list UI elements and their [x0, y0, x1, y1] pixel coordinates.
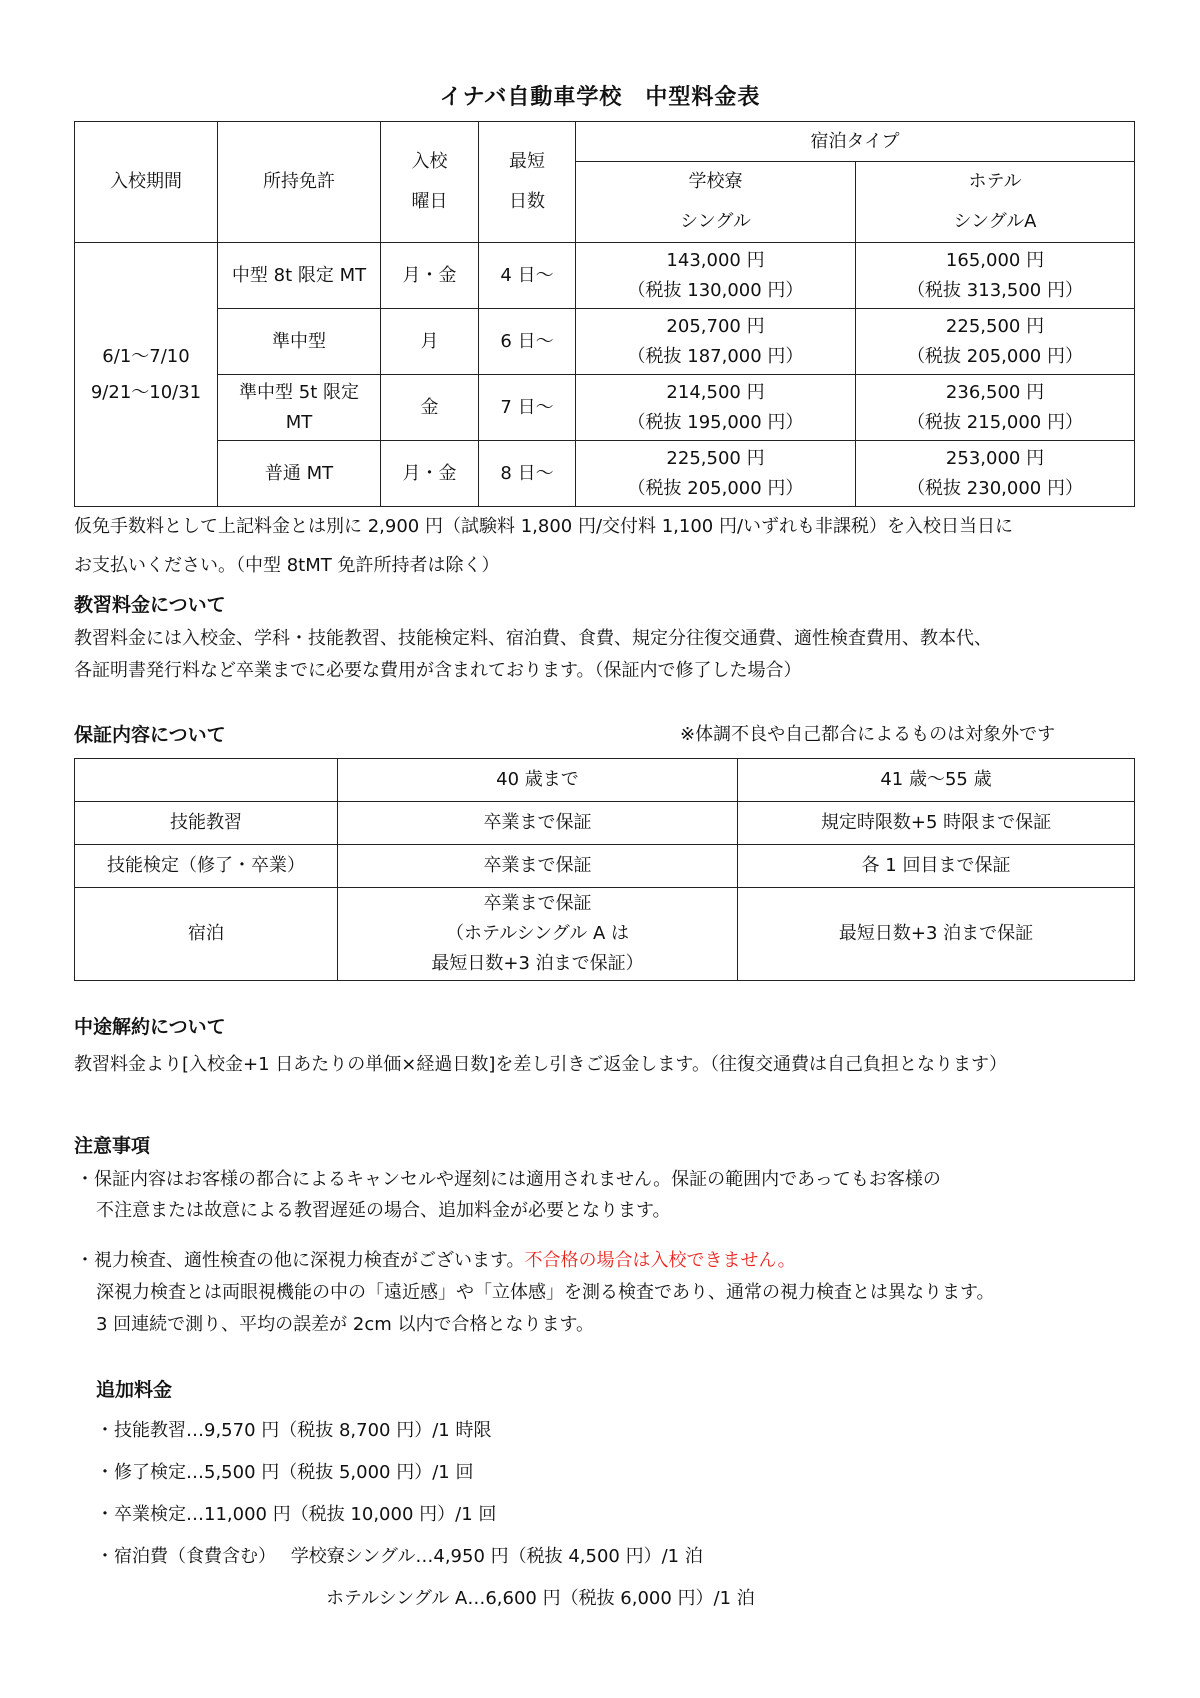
guarantee-heading: 保証内容について [74, 724, 226, 746]
table-row [75, 845, 1135, 888]
guarantee-over40: 規定時限数+5 時限まで保証 [738, 802, 1135, 845]
note-2-warning: 不合格の場合は入校できません。 [524, 1250, 796, 1271]
guarantee-label: 宿泊 [75, 888, 338, 981]
dorm-price-cell [576, 309, 856, 375]
table-row [75, 441, 1135, 507]
hotel-price-cell [856, 309, 1135, 375]
header-age-41-55: 41 歳～55 歳 [738, 759, 1135, 802]
page-title: イナバ自動車学校 中型料金表 [439, 85, 761, 110]
header-hotel-line2: シングルA [953, 211, 1037, 232]
table-row [75, 802, 1135, 845]
entry-day-cell: 金 [381, 375, 479, 441]
tuition-line2: 各証明書発行料など卒業までに必要な費用が含まれております。（保証内で修了した場合） [74, 660, 802, 681]
header-dorm-line1: 学校寮 [688, 171, 743, 192]
license-cell: 普通 MT [218, 441, 381, 507]
dorm-price: 143,000 円 [666, 249, 765, 271]
hotel-price-cell [856, 441, 1135, 507]
table-row [75, 309, 1135, 375]
guarantee-label: 技能検定（修了・卒業） [75, 845, 338, 888]
provisional-fee-line1: 仮免手数料として上記料金とは別に 2,900 円（試験料 1,800 円/交付料 1,100 円/いずれも非課税）を入校日当日に [74, 516, 1014, 537]
license-cell: 準中型 [218, 309, 381, 375]
header-entry-day-line1: 入校 [411, 151, 448, 172]
dorm-price: 225,500 円 [666, 447, 765, 469]
guarantee-over40: 最短日数+3 泊まで保証 [738, 888, 1135, 981]
guarantee-exclusion-note: ※体調不良や自己都合によるものは対象外です [680, 724, 1056, 745]
price-header-row [75, 122, 1135, 162]
dorm-price: 205,700 円 [666, 315, 765, 337]
note-1-line1: ・保証内容はお客様の都合によるキャンセルや遅刻には適用されません。保証の範囲内であってもお客様の [76, 1169, 941, 1190]
min-days-cell: 7 日～ [479, 375, 576, 441]
guarantee-header-row [75, 759, 1135, 802]
dorm-price-excl-tax: （税抜 130,000 円） [627, 279, 804, 301]
extra-fee-item: ・修了検定…5,500 円（税抜 5,000 円）/1 回 [96, 1462, 474, 1483]
provisional-fee-line2: お支払いください。（中型 8tMT 免許所持者は除く） [74, 555, 500, 576]
hotel-price-excl-tax: （税抜 313,500 円） [907, 279, 1083, 301]
guarantee-under40 [338, 888, 738, 981]
table-row [75, 243, 1135, 309]
header-hotel [856, 162, 1135, 243]
header-min-days [479, 122, 576, 243]
guarantee-over40: 各 1 回目まで保証 [738, 845, 1135, 888]
hotel-price: 253,000 円 [945, 447, 1045, 469]
hotel-price-cell [856, 375, 1135, 441]
license-line2: MT [285, 411, 313, 433]
guarantee-under40: 卒業まで保証 [338, 802, 738, 845]
dorm-price-cell [576, 243, 856, 309]
license-line1: 準中型 5t 限定 [239, 381, 359, 403]
extra-fees-heading: 追加料金 [96, 1379, 173, 1401]
period-line2: 9/21～10/31 [90, 381, 202, 403]
lodging-under40-line3: 最短日数+3 泊まで保証） [431, 953, 644, 974]
price-table [74, 121, 1135, 507]
header-period: 入校期間 [75, 122, 218, 243]
header-license: 所持免許 [218, 122, 381, 243]
table-row [75, 888, 1135, 981]
extra-fee-item: ・卒業検定…11,000 円（税抜 10,000 円）/1 回 [96, 1504, 497, 1525]
note-2-line1 [76, 1246, 796, 1276]
header-dorm-line2: シングル [680, 211, 751, 232]
extra-fee-item: ・宿泊費（食費含む） 学校寮シングル…4,950 円（税抜 4,500 円）/1 泊 [96, 1546, 703, 1567]
header-lodging-type: 宿泊タイプ [576, 122, 1135, 162]
note-1-line2: 不注意または故意による教習遅延の場合、追加料金が必要となります。 [96, 1200, 671, 1221]
hotel-price-excl-tax: （税抜 230,000 円） [907, 477, 1083, 499]
dorm-price-excl-tax: （税抜 195,000 円） [627, 411, 804, 433]
header-age-40: 40 歳まで [338, 759, 738, 802]
dorm-price-cell [576, 441, 856, 507]
header-entry-day [381, 122, 479, 243]
extra-fee-hotel: ホテルシングル A…6,600 円（税抜 6,000 円）/1 泊 [326, 1588, 755, 1609]
guarantee-table [74, 758, 1135, 981]
guarantee-under40: 卒業まで保証 [338, 845, 738, 888]
hotel-price: 225,500 円 [945, 315, 1045, 337]
guarantee-label: 技能教習 [75, 802, 338, 845]
note-2-line2: 深視力検査とは両眼視機能の中の「遠近感」や「立体感」を測る検査であり、通常の視力検査とは異なります。 [96, 1282, 995, 1303]
lodging-under40-line1: 卒業まで保証 [483, 893, 592, 914]
entry-day-cell: 月・金 [381, 441, 479, 507]
header-entry-day-line2: 曜日 [411, 191, 448, 212]
license-cell: 中型 8t 限定 MT [218, 243, 381, 309]
cancellation-heading: 中途解約について [74, 1016, 226, 1038]
hotel-price: 236,500 円 [945, 381, 1045, 403]
extra-fee-item: ・技能教習…9,570 円（税抜 8,700 円）/1 時限 [96, 1420, 492, 1441]
entry-day-cell: 月 [381, 309, 479, 375]
dorm-price-excl-tax: （税抜 205,000 円） [627, 477, 804, 499]
note-2-text: ・視力検査、適性検査の他に深視力検査がございます。 [76, 1250, 525, 1271]
license-cell [218, 375, 381, 441]
min-days-cell: 6 日～ [479, 309, 576, 375]
dorm-price: 214,500 円 [666, 381, 765, 403]
hotel-price-excl-tax: （税抜 215,000 円） [907, 411, 1083, 433]
lodging-under40-line2: （ホテルシングル A は [445, 923, 630, 944]
min-days-cell: 8 日～ [479, 441, 576, 507]
table-row [75, 375, 1135, 441]
entry-day-cell: 月・金 [381, 243, 479, 309]
header-min-days-line2: 日数 [509, 191, 545, 212]
period-cell [75, 243, 218, 507]
dorm-price-cell [576, 375, 856, 441]
min-days-cell: 4 日～ [479, 243, 576, 309]
hotel-price-cell [856, 243, 1135, 309]
header-dorm [576, 162, 856, 243]
notes-heading: 注意事項 [74, 1135, 151, 1157]
header-hotel-line1: ホテル [968, 171, 1022, 192]
tuition-line1: 教習料金には入校金、学科・技能教習、技能検定料、宿泊費、食費、規定分往復交通費、適性検査費用、教本代、 [74, 628, 992, 649]
cancellation-text: 教習料金より[入校金+1 日あたりの単価×経過日数]を差し引きご返金します。（往復交通費は自己負担となります） [74, 1054, 1007, 1075]
dorm-price-excl-tax: （税抜 187,000 円） [627, 345, 804, 367]
tuition-heading: 教習料金について [74, 594, 226, 616]
note-2-line3: 3 回連続で測り、平均の誤差が 2cm 以内で合格となります。 [96, 1314, 595, 1335]
period-line1: 6/1～7/10 [102, 345, 190, 367]
header-min-days-line1: 最短 [509, 151, 545, 172]
guarantee-header-blank [75, 759, 338, 802]
hotel-price: 165,000 円 [945, 249, 1045, 271]
hotel-price-excl-tax: （税抜 205,000 円） [907, 345, 1083, 367]
